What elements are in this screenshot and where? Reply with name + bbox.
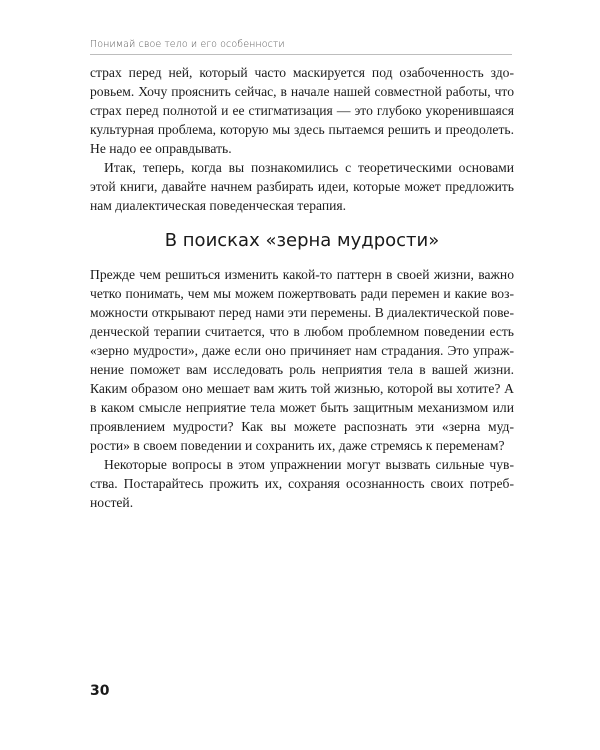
header-divider [90, 54, 512, 55]
intro-text [90, 63, 514, 215]
intro-paragraph-2: Итак, теперь, когда вы познакомились с теоретическими основами этой книги, давайте начнем разбирать идеи, которые может предложить нам диалектическая поведенческая терапия. [90, 160, 514, 213]
section-text [90, 265, 514, 512]
running-header: Понимай свое тело и его особенности [90, 39, 285, 50]
page-number: 30 [90, 683, 110, 699]
section-heading: В поисках «зерна мудрости» [164, 230, 440, 251]
section-paragraph-1: Прежде чем решиться изменить какой-то паттерн в своей жизни, важно четко понимать, чем мы можем пожертвовать ради перемен и какие возможности открывают перед нами эти перемены. В диалектической поведенческой терапии считается, что в любом проблемном поведении есть «зерно мудрости», даже если оно причиняет нам страдания. Это упражнение поможет вам исследовать роль неприятия тела в вашей жизни. Каким образом оно мешает вам жить той жизнью, которой вы хотите? А в каком смысле неприятие тела может быть защитным механизмом или проявлением мудрости? Как вы можете распознать эти «зерна мудрости» в своем поведении и сохранить их, даже стремясь к переменам? [90, 267, 514, 453]
section-paragraph-2: Некоторые вопросы в этом упражнении могут вызвать сильные чувства. Постарайтесь прожить их, сохраняя осознанность своих потребностей. [90, 457, 514, 510]
intro-paragraph-1: страх перед ней, который часто маскируется под озабоченность здоровьем. Хочу прояснить сейчас, в начале нашей совместной работы, что страх перед полнотой и ее стигматизация — это глубоко укоренившаяся культурная проблема, которую мы здесь пытаемся решить и преодолеть. Не надо ее оправдывать. [90, 65, 514, 156]
